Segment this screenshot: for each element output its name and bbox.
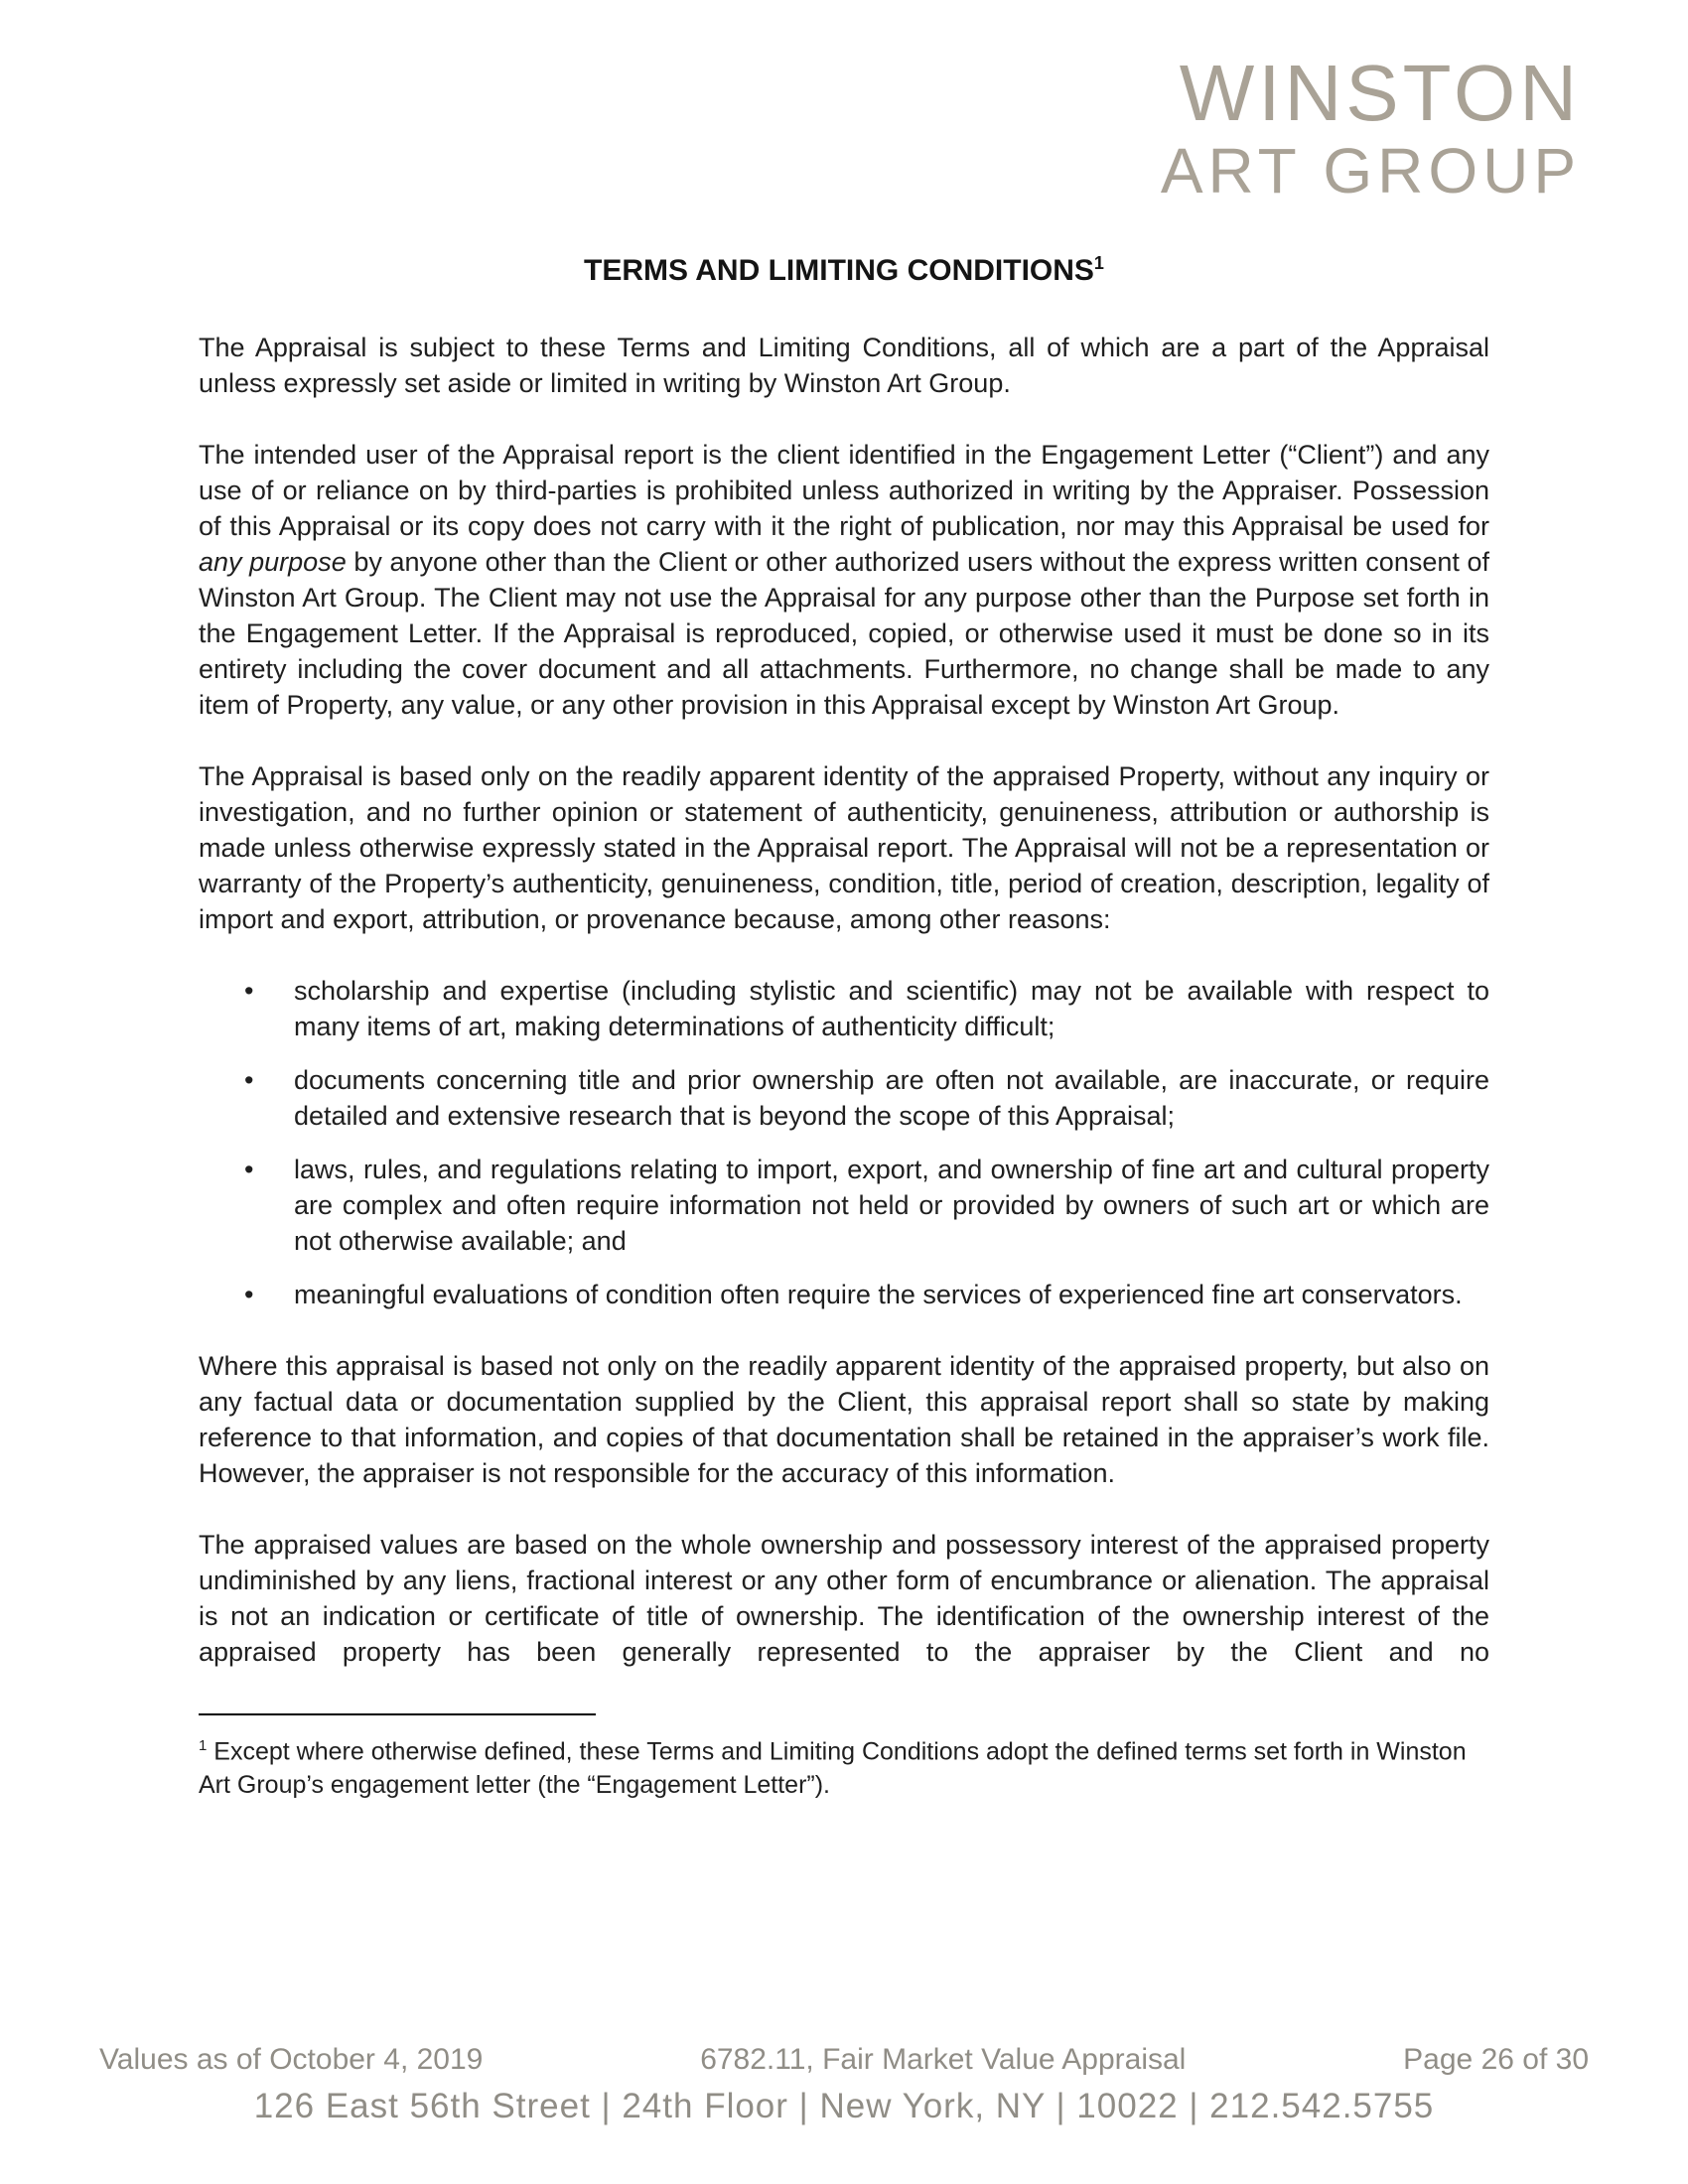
paragraph-2-part2: by anyone other than the Client or other authorized users without the express written consent of Winston Art Group. The Client may not use the Appraisal for any purpose other than the Purpose set forth in the Engagement Letter. If the Appraisal is reproduced, copied, or otherwise used it must be done so in its entirety including the cover document and all attachments. Furthermore, no change shall be made to any item of Property, any value, or any other provision in this Appraisal except by Winston Art Group. [199,546,1489,720]
footer-values-date: Values as of October 4, 2019 [99,2043,484,2076]
bullet-icon: • [244,1279,254,1309]
logo-line-art-group: ART GROUP [1160,134,1581,206]
logo-line-winston: WINSTON [1179,49,1581,137]
footer-meta-row [99,2043,1589,2077]
winston-art-group-logo [0,49,1688,206]
title-footnote-superscript: 1 [1093,252,1104,273]
footnote-divider [199,1713,596,1715]
bullet-icon: • [244,975,254,1006]
bullet-list [199,973,1489,1312]
page-title [0,253,1688,288]
footer-appraisal-reference: 6782.11, Fair Market Value Appraisal [700,2043,1187,2076]
document-body [199,330,1489,1670]
footer-page-number: Page 26 of 30 [1403,2043,1589,2076]
paragraph-2 [199,437,1489,723]
page-footer [99,2043,1589,2126]
paragraph-1: The Appraisal is subject to these Terms and Limiting Conditions, all of which are a part of the Appraisal unless expressly set aside or limited in writing by Winston Art Group. [199,332,1489,398]
bullet-item-4 [199,1277,1489,1312]
paragraph-2-italic: any purpose [199,546,347,577]
bullet-item-4-text: meaningful evaluations of condition often require the services of experienced fine art conservators. [294,1279,1463,1309]
bullet-item-1-text: scholarship and expertise (including stylistic and scientific) may not be available with respect to many items of art, making determinations of authenticity difficult; [294,975,1489,1041]
bullet-item-3 [199,1152,1489,1259]
paragraph-4: Where this appraisal is based not only on the readily apparent identity of the appraised property, but also on any factual data or documentation supplied by the Client, this appraisal report shall so state by making reference to that information, and copies of that documentation shall be retained in the appraiser’s work file. However, the appraiser is not responsible for the accuracy of this information. [199,1350,1489,1488]
paragraph-5: The appraised values are based on the whole ownership and possessory interest of the appraised property undiminished by any liens, fractional interest or any other form of encumbrance or alienation. The appraisal is not an indication or certificate of title of ownership. The identification of the ownership interest of the appraised property has been generally represented to the appraiser by the Client and no [199,1529,1489,1667]
paragraph-2-part1: The intended user of the Appraisal report is the client identified in the Engagement Letter (“Client”) and any use of or reliance on by third-parties is prohibited unless authorized in writing by the Appraiser. Possession of this Appraisal or its copy does not carry with it the right of publication, nor may this Appraisal be used for [199,439,1489,541]
bullet-icon: • [244,1064,254,1095]
paragraph-3: The Appraisal is based only on the readily apparent identity of the appraised Property, without any inquiry or investigation, and no further opinion or statement of authenticity, genuineness, attribution or authorship is made unless otherwise expressly stated in the Appraisal report. The Appraisal will not be a representation or warranty of the Property’s authenticity, genuineness, condition, title, period of creation, description, legality of import and export, attribution, or provenance because, among other reasons: [199,760,1489,934]
bullet-item-1 [199,973,1489,1044]
footnote-text: Except where otherwise defined, these Terms and Limiting Conditions adopt the defined terms set forth in Winston Art Group’s engagement letter (the “Engagement Letter”). [199,1736,1467,1799]
footnote [199,1729,1489,1802]
bullet-item-2-text: documents concerning title and prior ownership are often not available, are inaccurate, or require detailed and extensive research that is beyond the scope of this Appraisal; [294,1064,1489,1131]
bullet-icon: • [244,1154,254,1184]
footnote-marker: 1 [199,1736,208,1754]
footer-address: 126 East 56th Street | 24th Floor | New York, NY | 10022 | 212.542.5755 [253,2087,1435,2125]
bullet-item-3-text: laws, rules, and regulations relating to import, export, and ownership of fine art and cultural property are complex and often require information not held or provided by owners of such art or which are not otherwise available; and [294,1154,1489,1256]
bullet-item-2 [199,1062,1489,1134]
page-title-text: TERMS AND LIMITING CONDITIONS [584,253,1094,287]
